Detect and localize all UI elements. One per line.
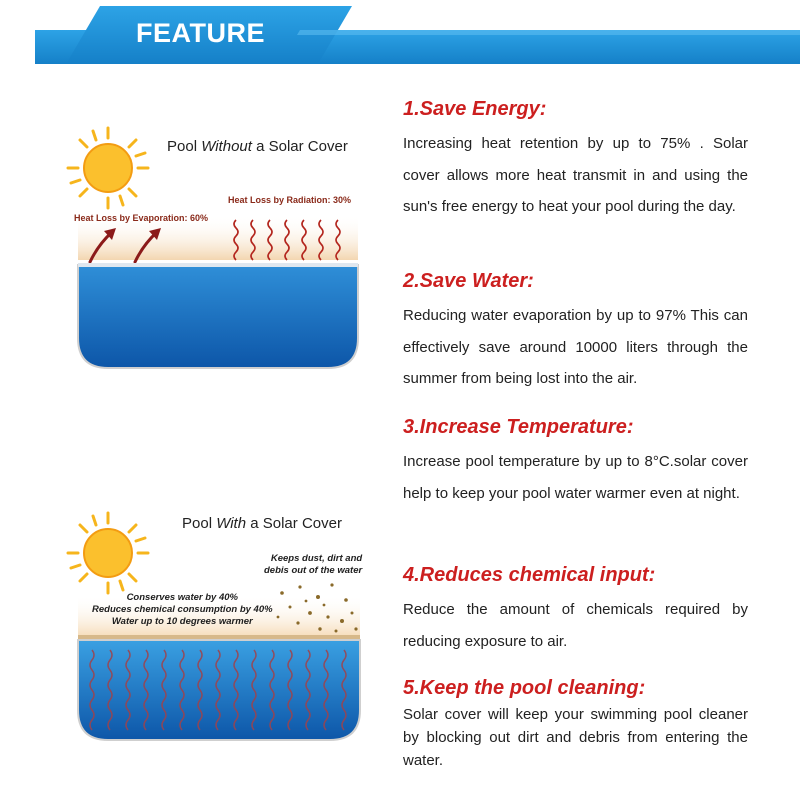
- feature-description: Reduce the amount of chemicals required by reducing exposure to air.: [403, 601, 748, 650]
- feature-banner: [0, 0, 800, 80]
- pool-water: [78, 265, 358, 368]
- feature-title: 4.Reduces chemical input:: [403, 564, 656, 586]
- feature-save-water: [403, 268, 748, 395]
- radiation-label: Heat Loss by Radiation: 30%: [228, 195, 352, 205]
- sun-icon: [68, 128, 148, 208]
- feature-increase-temperature: [403, 414, 748, 509]
- evaporation-label: Heat Loss by Evaporation: 60%: [74, 213, 209, 223]
- banner-graphic: [0, 0, 800, 80]
- pool-water: [78, 640, 360, 740]
- feature-description: Increase pool temperature by up to 8°C.solar cover help to keep your pool water warmer even at night.: [403, 453, 748, 502]
- benefits-note: Conserves water by 40% Reduces chemical consumption by 40% Water up to 10 degrees warmer: [92, 592, 273, 627]
- feature-description: Increasing heat retention by up to 75% . Solar cover allows more heat transmit in and using the sun's free energy to heat your pool during the day.: [403, 135, 748, 215]
- feature-description: Solar cover will keep your swimming pool cleaner by blocking out dirt and debris from entering the water.: [403, 706, 748, 769]
- feature-save-energy: [403, 96, 748, 223]
- pool-without-cover-illustration: [60, 120, 380, 380]
- feature-reduce-chemicals: [403, 562, 748, 657]
- feature-description: Reducing water evaporation by up to 97% This can effectively save around 10000 liters through the summer from being lost into the air.: [403, 307, 748, 387]
- feature-title: 5.Keep the pool cleaning:: [403, 677, 646, 699]
- feature-title: 3.Increase Temperature:: [403, 416, 634, 438]
- sun-icon: [68, 513, 148, 593]
- banner-title: FEATURE: [136, 18, 265, 48]
- pool-without-cover-title: Pool Without a Solar Cover: [167, 138, 348, 155]
- pool-with-cover-title: Pool With a Solar Cover: [182, 515, 342, 532]
- feature-keep-pool-clean: [403, 675, 748, 772]
- feature-title: 2.Save Water:: [403, 270, 534, 292]
- debris-note: Keeps dust, dirt and debis out of the water: [264, 553, 363, 576]
- pool-with-cover-illustration: [60, 505, 380, 755]
- feature-title: 1.Save Energy:: [403, 98, 547, 120]
